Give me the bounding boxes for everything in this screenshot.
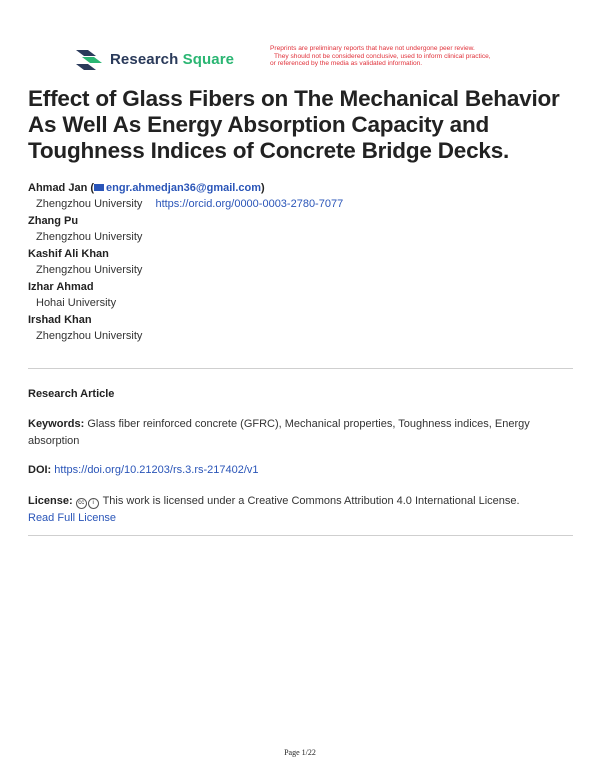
license-text: This work is licensed under a Creative Commons Attribution 4.0 International License.	[102, 495, 520, 507]
article-type	[28, 386, 573, 403]
logo-word-square: Square	[182, 50, 235, 68]
divider	[28, 368, 573, 369]
read-full-license-link[interactable]: Read Full License	[28, 512, 117, 524]
author-affiliation	[36, 196, 573, 213]
research-square-logo[interactable]	[76, 48, 234, 70]
author-affiliation: Zhengzhou University	[36, 231, 143, 243]
notice-line: They should not be considered conclusive, used to inform clinical practice,	[274, 52, 491, 60]
keywords-value: Glass fiber reinforced concrete (GFRC), Mechanical properties, Toughness indices, Energy absorption	[28, 418, 530, 447]
author-name: Kashif Ali Khan	[28, 248, 109, 260]
by-icon: i	[88, 498, 99, 509]
author-affiliation: Zhengzhou University	[36, 264, 143, 276]
divider	[28, 535, 573, 536]
keywords-label: Keywords:	[28, 418, 85, 430]
doi-link[interactable]: https://doi.org/10.21203/rs.3.rs-217402/v1	[54, 464, 259, 476]
author-list	[28, 180, 573, 345]
author-name-text: Ahmad Jan	[28, 182, 88, 194]
author-name: Zhang Pu	[28, 215, 79, 227]
author-affiliation: Hohai University	[36, 297, 117, 309]
page-number: Page 1/22	[284, 748, 316, 757]
cc-icon: cc	[76, 498, 87, 509]
envelope-icon	[94, 184, 104, 191]
doi-label: DOI:	[28, 464, 52, 476]
logo-word-research: Research	[110, 50, 179, 68]
article-type-label: Research Article	[28, 388, 115, 400]
author-name	[28, 180, 573, 196]
author-affiliation: Zhengzhou University	[36, 330, 143, 342]
email-wrapper: ( engr.ahmedjan36@gmail.com)	[90, 182, 265, 194]
logo-mark-icon	[76, 48, 102, 70]
preprint-notice	[270, 45, 540, 68]
notice-line: Preprints are preliminary reports that have not undergone peer review.	[270, 45, 475, 52]
author-email-link[interactable]: engr.ahmedjan36@gmail.com	[106, 182, 262, 194]
license-label: License:	[28, 495, 73, 507]
keywords-section	[28, 416, 573, 450]
author-name: Irshad Khan	[28, 314, 92, 326]
author-name: Izhar Ahmad	[28, 281, 94, 293]
paper-title: Effect of Glass Fibers on The Mechanical Behavior As Well As Energy Absorption Capacity and Toughness Indices of Concrete Bridge Decks.	[28, 86, 560, 163]
logo-text	[110, 51, 234, 68]
orcid-link[interactable]: https://orcid.org/0000-0003-2780-7077	[155, 198, 344, 210]
doi-section	[28, 462, 573, 479]
affiliation-text: Zhengzhou University	[36, 198, 143, 210]
license-section	[28, 493, 573, 527]
notice-line: or referenced by the media as validated information.	[270, 60, 423, 68]
